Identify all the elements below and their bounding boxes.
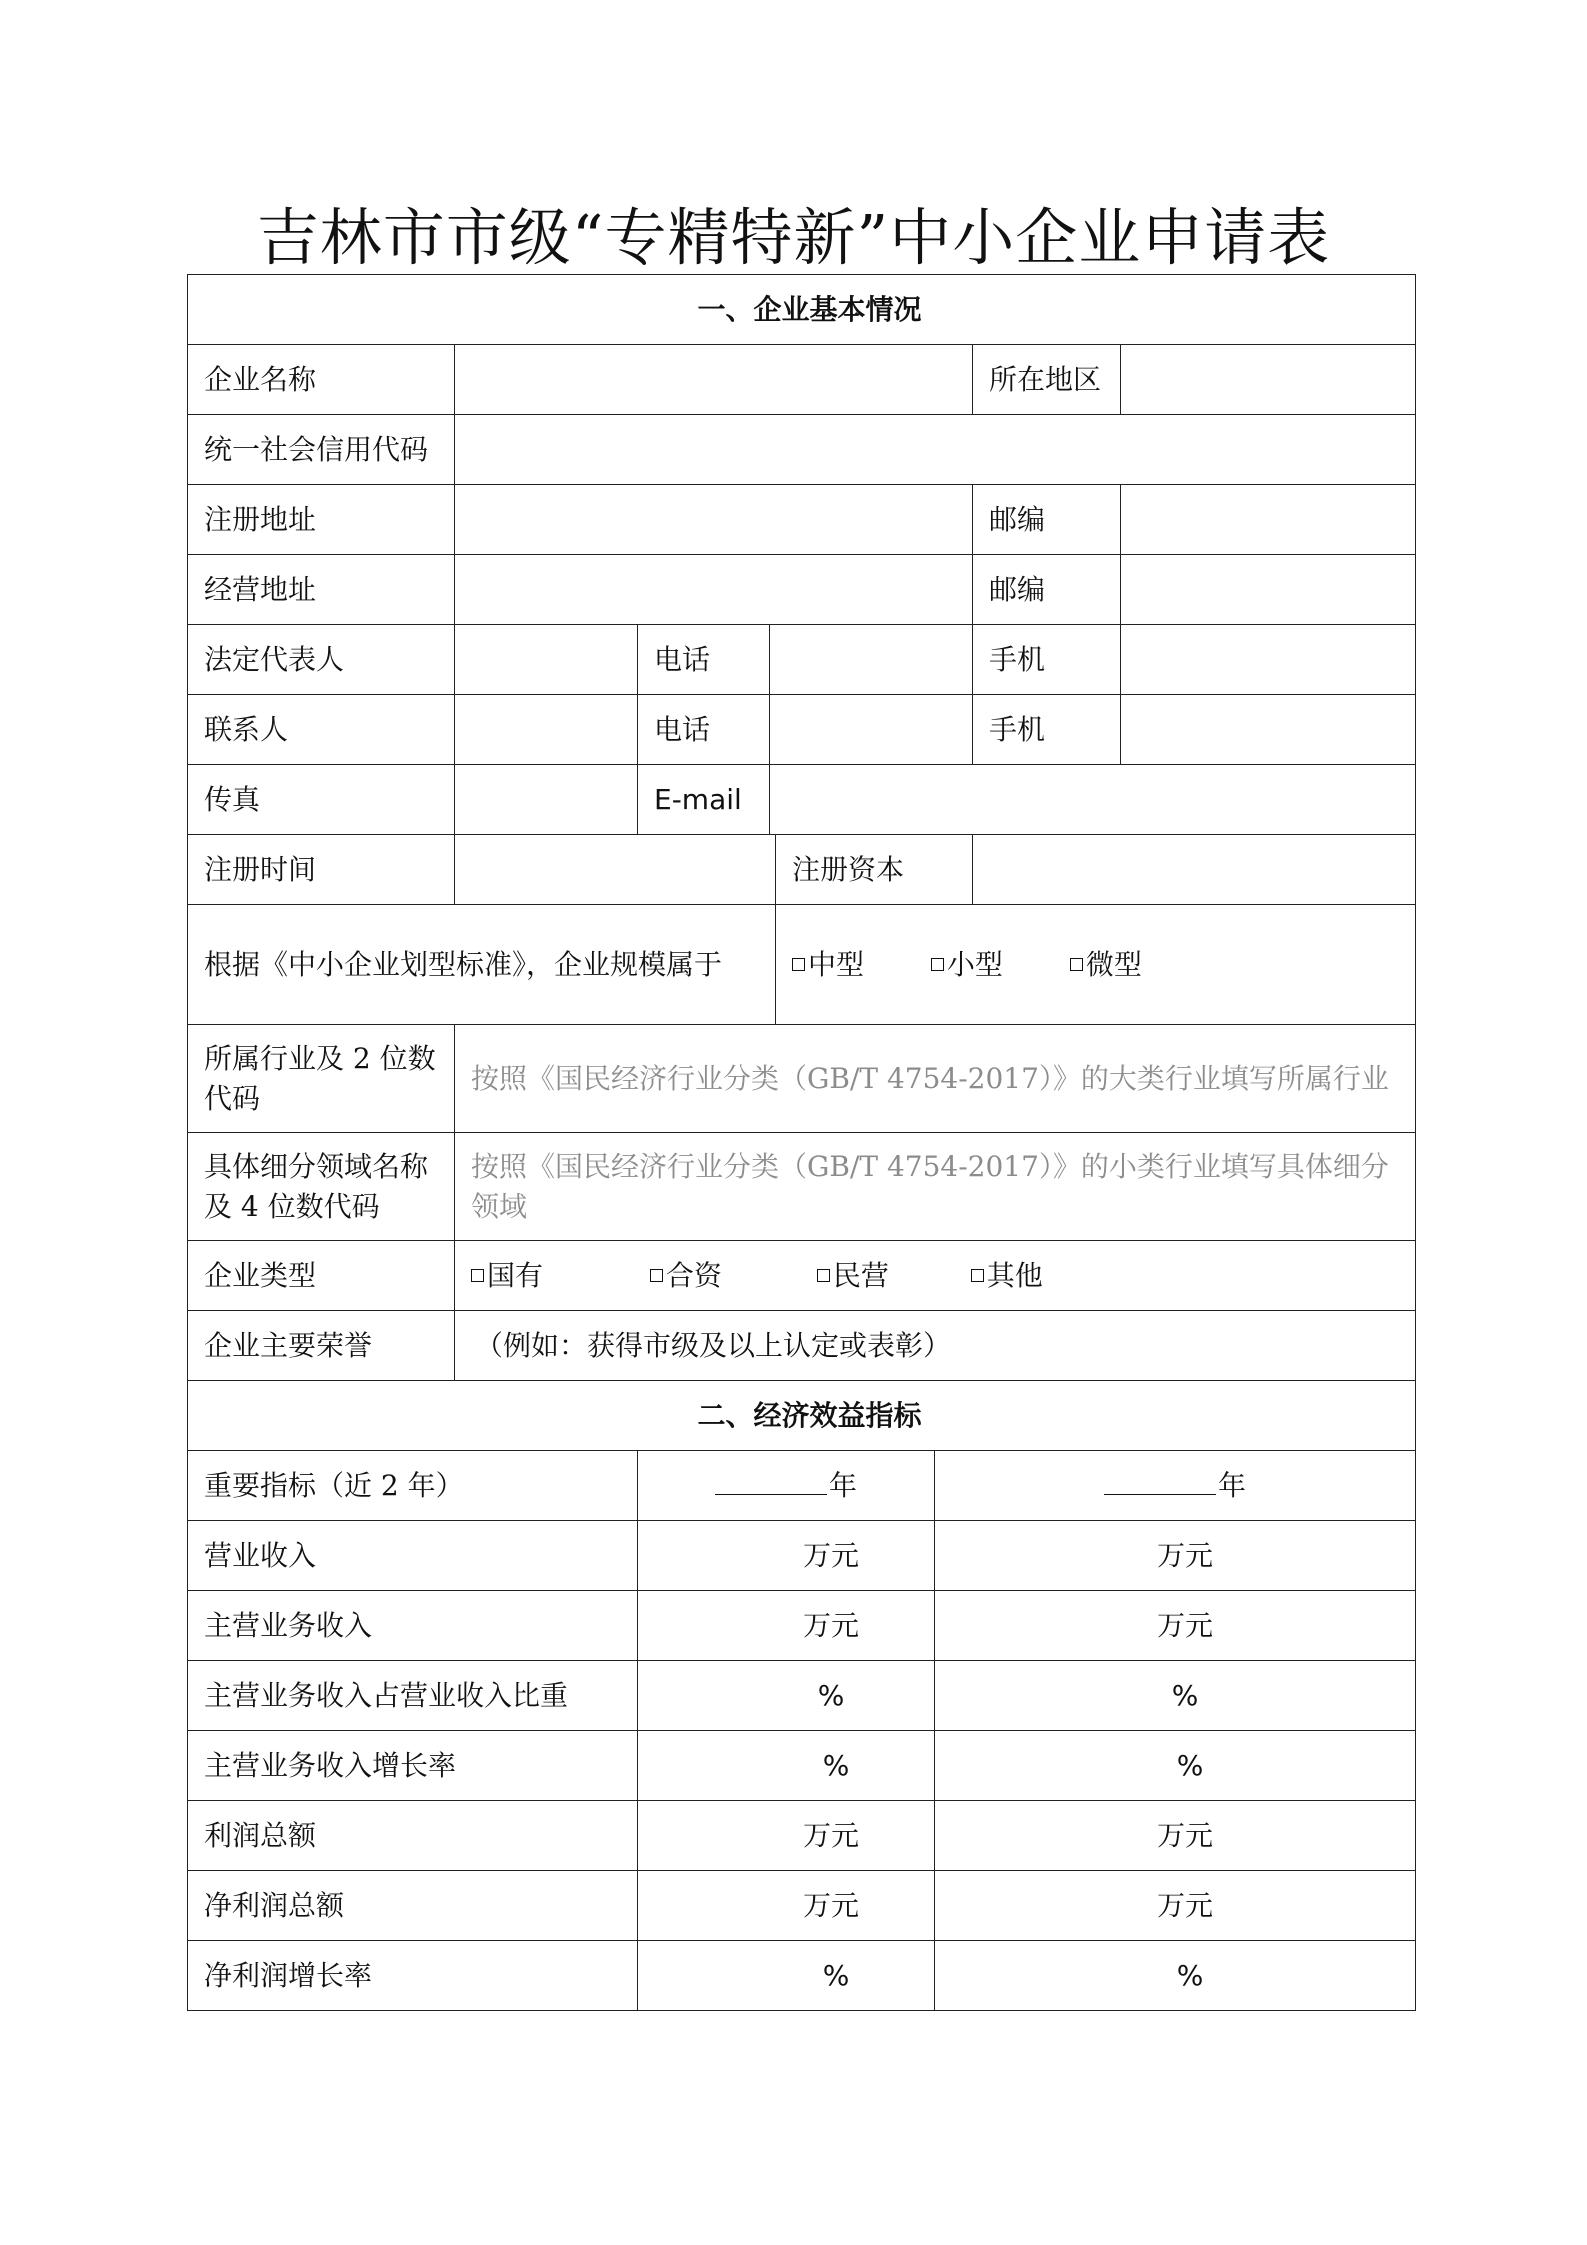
- row-credit-code: [188, 415, 1416, 485]
- fax-label: 传真: [188, 765, 455, 835]
- row-fax: [188, 765, 1416, 835]
- contact-phone-label: 电话: [638, 695, 770, 765]
- credit-code-field[interactable]: [455, 415, 1416, 485]
- checkbox-icon[interactable]: [817, 1269, 830, 1282]
- legal-rep-phone-field[interactable]: [770, 625, 973, 695]
- year1-input[interactable]: [715, 1468, 827, 1495]
- region-label: 所在地区: [973, 345, 1121, 415]
- year1-value-field[interactable]: %: [638, 1731, 935, 1801]
- email-label: E-mail: [638, 765, 770, 835]
- legal-rep-field[interactable]: [455, 625, 638, 695]
- year1-value-field[interactable]: 万元: [638, 1591, 935, 1661]
- row-indicator-header: [188, 1451, 1416, 1521]
- year1-value-field[interactable]: 万元: [638, 1801, 935, 1871]
- op-address-label: 经营地址: [188, 555, 455, 625]
- reg-capital-label: 注册资本: [776, 835, 973, 905]
- contact-field[interactable]: [455, 695, 638, 765]
- contact-mobile-label: 手机: [973, 695, 1121, 765]
- contact-mobile-field[interactable]: [1121, 695, 1416, 765]
- credit-code-label: 统一社会信用代码: [188, 415, 455, 485]
- reg-postcode-field[interactable]: [1121, 485, 1416, 555]
- table-row: [188, 1871, 1416, 1941]
- table-row: [188, 1941, 1416, 2011]
- row-reg-time: [188, 835, 1416, 905]
- company-name-field[interactable]: [455, 345, 973, 415]
- table-row: [188, 1731, 1416, 1801]
- reg-time-label: 注册时间: [188, 835, 455, 905]
- year2-value-field[interactable]: %: [935, 1941, 1416, 2011]
- section-heading-economic: [188, 1381, 1416, 1451]
- checkbox-icon[interactable]: [931, 958, 944, 971]
- reg-capital-field[interactable]: [973, 835, 1416, 905]
- checkbox-icon[interactable]: [792, 958, 805, 971]
- row-honor: [188, 1311, 1416, 1381]
- section2-heading: 二、经济效益指标: [188, 1381, 1416, 1451]
- indicator-label: 净利润总额: [188, 1871, 638, 1941]
- year2-value-field[interactable]: 万元: [935, 1801, 1416, 1871]
- legal-rep-label: 法定代表人: [188, 625, 455, 695]
- company-type-options: [455, 1241, 1416, 1311]
- indicator-header-label: 重要指标（近 2 年）: [188, 1451, 638, 1521]
- row-op-address: [188, 555, 1416, 625]
- year1-value-field[interactable]: 万元: [638, 1871, 935, 1941]
- row-reg-address: [188, 485, 1416, 555]
- legal-rep-mobile-field[interactable]: [1121, 625, 1416, 695]
- reg-address-field[interactable]: [455, 485, 973, 555]
- row-subfield: [188, 1133, 1416, 1241]
- table-row: [188, 1661, 1416, 1731]
- company-name-label: 企业名称: [188, 345, 455, 415]
- row-contact: [188, 695, 1416, 765]
- fax-field[interactable]: [455, 765, 638, 835]
- honor-field[interactable]: （例如：获得市级及以上认定或表彰）: [455, 1311, 1416, 1381]
- table-row: [188, 1521, 1416, 1591]
- region-field[interactable]: [1121, 345, 1416, 415]
- scale-option-medium[interactable]: 中型: [792, 945, 922, 985]
- contact-label: 联系人: [188, 695, 455, 765]
- op-postcode-label: 邮编: [973, 555, 1121, 625]
- email-field[interactable]: [770, 765, 1416, 835]
- row-scale: [188, 905, 1416, 1025]
- subfield-label: 具体细分领域名称及 4 位数代码: [188, 1133, 455, 1241]
- scale-options: [776, 905, 1416, 1025]
- year2-value-field[interactable]: 万元: [935, 1591, 1416, 1661]
- indicator-label: 营业收入: [188, 1521, 638, 1591]
- year2-header: 年: [935, 1451, 1416, 1521]
- indicator-label: 主营业务收入占营业收入比重: [188, 1661, 638, 1731]
- type-option-state[interactable]: 国有: [471, 1256, 641, 1296]
- scale-option-small[interactable]: 小型: [931, 945, 1061, 985]
- year2-value-field[interactable]: %: [935, 1731, 1416, 1801]
- section1-heading: 一、企业基本情况: [188, 275, 1416, 345]
- row-industry: [188, 1025, 1416, 1133]
- year2-value-field[interactable]: 万元: [935, 1521, 1416, 1591]
- reg-address-label: 注册地址: [188, 485, 455, 555]
- indicator-label: 净利润增长率: [188, 1941, 638, 2011]
- honor-label: 企业主要荣誉: [188, 1311, 455, 1381]
- form-title: 吉林市市级“专精特新”中小企业申请表: [256, 201, 1331, 274]
- legal-rep-phone-label: 电话: [638, 625, 770, 695]
- op-postcode-field[interactable]: [1121, 555, 1416, 625]
- table-row: [188, 1591, 1416, 1661]
- year2-value-field[interactable]: %: [935, 1661, 1416, 1731]
- year1-value-field[interactable]: %: [638, 1661, 935, 1731]
- industry-label: 所属行业及 2 位数代码: [188, 1025, 455, 1133]
- scale-label: 根据《中小企业划型标准》，企业规模属于: [188, 905, 776, 1025]
- row-company-type: [188, 1241, 1416, 1311]
- legal-rep-mobile-label: 手机: [973, 625, 1121, 695]
- row-company-name: [188, 345, 1416, 415]
- application-form: [187, 274, 1416, 2011]
- op-address-field[interactable]: [455, 555, 973, 625]
- indicator-label: 利润总额: [188, 1801, 638, 1871]
- year2-input[interactable]: [1104, 1468, 1216, 1495]
- section-heading-basic: [188, 275, 1416, 345]
- scale-option-micro[interactable]: 微型: [1070, 945, 1142, 985]
- indicator-label: 主营业务收入: [188, 1591, 638, 1661]
- subfield-field[interactable]: 按照《国民经济行业分类（GB/T 4754-2017）》的小类行业填写具体细分领域: [455, 1133, 1416, 1241]
- industry-field[interactable]: 按照《国民经济行业分类（GB/T 4754-2017）》的大类行业填写所属行业: [455, 1025, 1416, 1133]
- checkbox-icon[interactable]: [471, 1269, 484, 1282]
- type-option-jv[interactable]: 合资: [650, 1256, 808, 1296]
- reg-postcode-label: 邮编: [973, 485, 1121, 555]
- checkbox-icon[interactable]: [971, 1269, 984, 1282]
- checkbox-icon[interactable]: [1070, 958, 1083, 971]
- contact-phone-field[interactable]: [770, 695, 973, 765]
- checkbox-icon[interactable]: [650, 1269, 663, 1282]
- year2-value-field[interactable]: 万元: [935, 1871, 1416, 1941]
- type-option-other[interactable]: 其他: [971, 1256, 1043, 1296]
- type-option-private[interactable]: 民营: [817, 1256, 962, 1296]
- row-legal-rep: [188, 625, 1416, 695]
- year1-header: 年: [638, 1451, 935, 1521]
- indicator-label: 主营业务收入增长率: [188, 1731, 638, 1801]
- reg-time-field[interactable]: [455, 835, 776, 905]
- year1-value-field[interactable]: 万元: [638, 1521, 935, 1591]
- table-row: [188, 1801, 1416, 1871]
- year1-value-field[interactable]: %: [638, 1941, 935, 2011]
- company-type-label: 企业类型: [188, 1241, 455, 1311]
